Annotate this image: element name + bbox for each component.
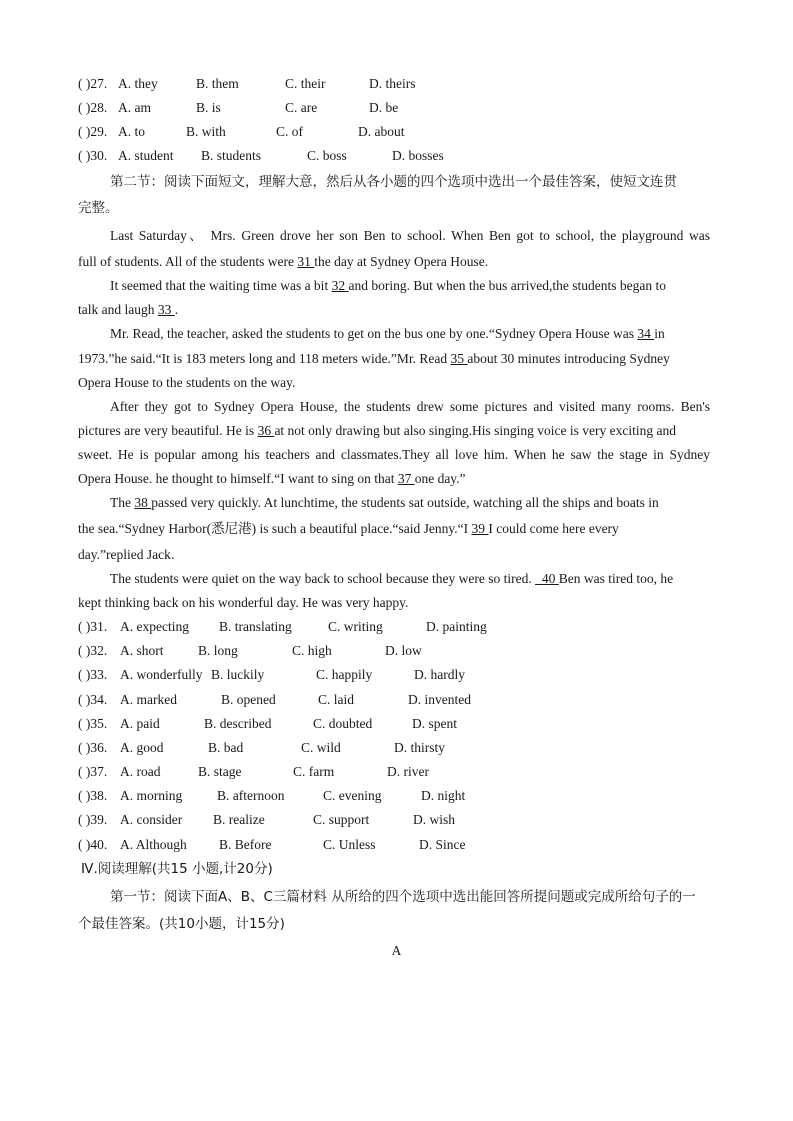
option-c: C. support: [313, 812, 370, 827]
option-b: B. with: [186, 124, 226, 139]
blank-31: 31: [297, 254, 315, 269]
option-a: A. short: [120, 643, 164, 658]
option-d: D. night: [421, 788, 466, 803]
option-a: A. to: [118, 124, 145, 139]
passage-line: pictures are very beautiful. He is 36 at not only drawing but also singing.His singing voice is very exciting and: [78, 423, 677, 438]
option-d: D. hardly: [414, 667, 465, 682]
option-b: B. students: [201, 148, 262, 163]
option-a: A. they: [118, 76, 158, 91]
option-d: D. thirsty: [394, 740, 446, 755]
option-c: C. farm: [293, 764, 335, 779]
option-b: B. long: [198, 643, 238, 658]
option-b: B. stage: [198, 764, 242, 779]
option-c: C. happily: [316, 667, 373, 682]
question-number: ( )32.: [78, 643, 108, 658]
blank-37: 37: [397, 471, 415, 486]
option-c: C. evening: [323, 788, 382, 803]
passage-line: sweet. He is popular among his teachers and classmates.They all love him. When he saw the stage in Sydney: [78, 447, 710, 462]
question-number: ( )33.: [78, 667, 108, 682]
option-c: C. doubted: [313, 716, 373, 731]
passage-line: Last Saturday、 Mrs. Green drove her son Ben to school. When Ben got to school, the playground was: [110, 228, 710, 243]
option-a: A. Although: [120, 837, 187, 852]
part2-heading-cont: 完整。: [78, 200, 119, 216]
passage-line: After they got to Sydney Opera House, the students drew some pictures and visited many rooms. Ben's: [110, 399, 710, 414]
question-number: ( )39.: [78, 812, 108, 827]
option-d: D. painting: [426, 619, 487, 634]
option-a: A. marked: [120, 692, 177, 707]
option-b: B. Before: [219, 837, 272, 852]
question-number: ( )29.: [78, 124, 108, 139]
option-d: D. low: [385, 643, 422, 658]
option-c: C. laid: [318, 692, 354, 707]
option-d: D. river: [387, 764, 429, 779]
passage-line: talk and laugh 33 .: [78, 302, 179, 317]
question-number: ( )40.: [78, 837, 108, 852]
passage-line: Mr. Read, the teacher, asked the students to get on the bus one by one.“Sydney Opera House was 34 in: [110, 326, 665, 341]
option-b: B. translating: [219, 619, 292, 634]
option-c: C. high: [292, 643, 332, 658]
option-b: B. afternoon: [217, 788, 285, 803]
option-a: A. good: [120, 740, 164, 755]
option-c: C. of: [276, 124, 303, 139]
question-number: ( )34.: [78, 692, 108, 707]
passage-line: Opera House. he thought to himself.“I want to sing on that 37 one day.”: [78, 471, 466, 486]
blank-39: 39: [471, 521, 489, 536]
question-number: ( )36.: [78, 740, 108, 755]
option-d: D. about: [358, 124, 405, 139]
option-c: C. Unless: [323, 837, 376, 852]
blank-36: 36: [257, 423, 275, 438]
blank-38: 38: [134, 495, 152, 510]
passage-line: the sea.“Sydney Harbor(悉尼港) is such a beautiful place.“said Jenny.“I 39 I could come here every: [78, 521, 619, 537]
option-b: B. bad: [208, 740, 244, 755]
option-a: A. wonderfully: [120, 667, 203, 682]
option-c: C. writing: [328, 619, 383, 634]
blank-34: 34: [637, 326, 655, 341]
option-d: D. spent: [412, 716, 457, 731]
option-b: B. luckily: [211, 667, 265, 682]
option-c: C. boss: [307, 148, 347, 163]
question-number: ( )37.: [78, 764, 108, 779]
section-title: Ⅳ.阅读理解(共15 小题,计20分): [81, 861, 273, 877]
option-d: D. Since: [419, 837, 466, 852]
blank-40: _40: [535, 571, 559, 586]
passage-label: A: [391, 943, 402, 958]
option-d: D. theirs: [369, 76, 416, 91]
passage-line: full of students. All of the students were 31 the day at Sydney Opera House.: [78, 254, 489, 269]
question-number: ( )31.: [78, 619, 108, 634]
passage-line: The 38 passed very quickly. At lunchtime, the students sat outside, watching all the ships and boats in: [110, 495, 659, 510]
option-a: A. consider: [120, 812, 183, 827]
option-c: C. wild: [301, 740, 341, 755]
blank-33: 33: [157, 302, 175, 317]
question-number: ( )38.: [78, 788, 108, 803]
blank-35: 35: [450, 351, 468, 366]
option-a: A. student: [118, 148, 174, 163]
option-b: B. them: [196, 76, 239, 91]
option-a: A. paid: [120, 716, 160, 731]
part2-heading: 第二节：阅读下面短文，理解大意，然后从各小题的四个选项中选出一个最佳答案，使短文连贯: [110, 174, 677, 190]
passage-line: It seemed that the waiting time was a bit 32 and boring. But when the bus arrived,the students began to: [110, 278, 667, 293]
option-a: A. expecting: [120, 619, 189, 634]
section-subheading: 第一节：阅读下面A、B、C三篇材料 从所给的四个选项中选出能回答所提问题或完成所给句子的一: [110, 889, 696, 905]
passage-line: day.”replied Jack.: [78, 547, 175, 562]
option-b: B. described: [204, 716, 272, 731]
section-subheading-cont: 个最佳答案。(共10小题，计15分): [78, 916, 285, 932]
option-b: B. realize: [213, 812, 265, 827]
option-d: D. bosses: [392, 148, 444, 163]
option-b: B. opened: [221, 692, 276, 707]
option-d: D. wish: [413, 812, 456, 827]
question-number: ( )27.: [78, 76, 108, 91]
option-c: C. are: [285, 100, 318, 115]
question-number: ( )28.: [78, 100, 108, 115]
passage-line: Opera House to the students on the way.: [78, 375, 296, 390]
option-a: A. road: [120, 764, 161, 779]
blank-32: 32: [331, 278, 349, 293]
option-a: A. morning: [120, 788, 183, 803]
passage-line: The students were quiet on the way back to school because they were so tired. _40 Ben was tired too, he: [110, 571, 674, 586]
question-number: ( )35.: [78, 716, 108, 731]
option-c: C. their: [285, 76, 326, 91]
option-d: D. be: [369, 100, 399, 115]
option-b: B. is: [196, 100, 221, 115]
option-d: D. invented: [408, 692, 471, 707]
question-number: ( )30.: [78, 148, 108, 163]
option-a: A. am: [118, 100, 151, 115]
passage-line: 1973.”he said.“It is 183 meters long and 118 meters wide.”Mr. Read 35 about 30 minutes introducing Sydney: [78, 351, 670, 366]
passage-line: kept thinking back on his wonderful day. He was very happy.: [78, 595, 409, 610]
